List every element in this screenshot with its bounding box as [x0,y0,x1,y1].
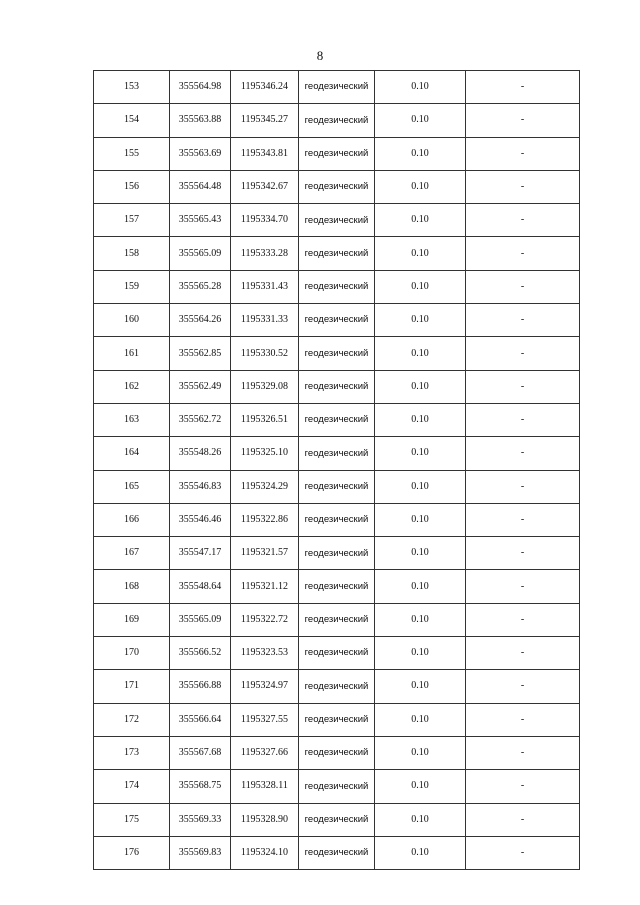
accuracy-cell: 0.10 [375,304,466,337]
y-coordinate-cell: 1195345.27 [231,104,299,137]
accuracy-cell: 0.10 [375,803,466,836]
point-number-cell: 169 [94,603,170,636]
note-cell: - [466,337,580,370]
method-cell: геодезический [299,304,375,337]
note-cell: - [466,770,580,803]
note-cell: - [466,570,580,603]
note-cell: - [466,237,580,270]
point-number-cell: 159 [94,270,170,303]
method-cell: геодезический [299,736,375,769]
point-number-cell: 163 [94,403,170,436]
x-coordinate-cell: 355566.52 [170,637,231,670]
table-row [94,637,580,670]
accuracy-cell: 0.10 [375,71,466,104]
table-row [94,503,580,536]
note-cell: - [466,370,580,403]
coordinates-table-body [94,71,580,870]
y-coordinate-cell: 1195334.70 [231,204,299,237]
method-cell: геодезический [299,370,375,403]
note-cell: - [466,637,580,670]
y-coordinate-cell: 1195327.66 [231,736,299,769]
table-row [94,370,580,403]
method-cell: геодезический [299,703,375,736]
table-row [94,204,580,237]
method-cell: геодезический [299,570,375,603]
x-coordinate-cell: 355548.64 [170,570,231,603]
table-row [94,237,580,270]
table-row [94,304,580,337]
point-number-cell: 164 [94,437,170,470]
table-row [94,570,580,603]
note-cell: - [466,803,580,836]
method-cell: геодезический [299,170,375,203]
x-coordinate-cell: 355569.83 [170,836,231,869]
point-number-cell: 160 [94,304,170,337]
x-coordinate-cell: 355565.43 [170,204,231,237]
method-cell: геодезический [299,603,375,636]
point-number-cell: 156 [94,170,170,203]
point-number-cell: 165 [94,470,170,503]
accuracy-cell: 0.10 [375,637,466,670]
x-coordinate-cell: 355563.88 [170,104,231,137]
point-number-cell: 166 [94,503,170,536]
note-cell: - [466,537,580,570]
note-cell: - [466,670,580,703]
table-row [94,470,580,503]
y-coordinate-cell: 1195323.53 [231,637,299,670]
method-cell: геодезический [299,437,375,470]
x-coordinate-cell: 355567.68 [170,736,231,769]
y-coordinate-cell: 1195331.43 [231,270,299,303]
table-row [94,703,580,736]
table-row [94,71,580,104]
point-number-cell: 171 [94,670,170,703]
method-cell: геодезический [299,537,375,570]
note-cell: - [466,470,580,503]
y-coordinate-cell: 1195324.10 [231,836,299,869]
note-cell: - [466,137,580,170]
y-coordinate-cell: 1195330.52 [231,337,299,370]
table-row [94,403,580,436]
table-row [94,670,580,703]
point-number-cell: 168 [94,570,170,603]
table-row [94,104,580,137]
accuracy-cell: 0.10 [375,403,466,436]
accuracy-cell: 0.10 [375,703,466,736]
x-coordinate-cell: 355547.17 [170,537,231,570]
x-coordinate-cell: 355568.75 [170,770,231,803]
method-cell: геодезический [299,237,375,270]
x-coordinate-cell: 355562.85 [170,337,231,370]
x-coordinate-cell: 355564.48 [170,170,231,203]
note-cell: - [466,270,580,303]
point-number-cell: 170 [94,637,170,670]
accuracy-cell: 0.10 [375,570,466,603]
point-number-cell: 158 [94,237,170,270]
method-cell: геодезический [299,104,375,137]
y-coordinate-cell: 1195322.72 [231,603,299,636]
accuracy-cell: 0.10 [375,470,466,503]
y-coordinate-cell: 1195331.33 [231,304,299,337]
method-cell: геодезический [299,836,375,869]
accuracy-cell: 0.10 [375,670,466,703]
table-row [94,803,580,836]
x-coordinate-cell: 355546.83 [170,470,231,503]
method-cell: геодезический [299,503,375,536]
table-row [94,270,580,303]
y-coordinate-cell: 1195342.67 [231,170,299,203]
method-cell: геодезический [299,803,375,836]
table-row [94,736,580,769]
accuracy-cell: 0.10 [375,270,466,303]
x-coordinate-cell: 355564.26 [170,304,231,337]
note-cell: - [466,204,580,237]
table-row [94,603,580,636]
table-row [94,437,580,470]
coordinates-table [93,70,580,870]
point-number-cell: 172 [94,703,170,736]
y-coordinate-cell: 1195324.29 [231,470,299,503]
y-coordinate-cell: 1195326.51 [231,403,299,436]
x-coordinate-cell: 355548.26 [170,437,231,470]
page-number: 8 [316,48,324,63]
method-cell: геодезический [299,137,375,170]
accuracy-cell: 0.10 [375,237,466,270]
method-cell: геодезический [299,637,375,670]
method-cell: геодезический [299,670,375,703]
table-row [94,137,580,170]
method-cell: геодезический [299,470,375,503]
point-number-cell: 161 [94,337,170,370]
note-cell: - [466,836,580,869]
y-coordinate-cell: 1195321.57 [231,537,299,570]
y-coordinate-cell: 1195325.10 [231,437,299,470]
accuracy-cell: 0.10 [375,770,466,803]
x-coordinate-cell: 355565.09 [170,603,231,636]
table-row [94,836,580,869]
x-coordinate-cell: 355569.33 [170,803,231,836]
y-coordinate-cell: 1195322.86 [231,503,299,536]
note-cell: - [466,304,580,337]
table-row [94,337,580,370]
x-coordinate-cell: 355566.64 [170,703,231,736]
y-coordinate-cell: 1195328.90 [231,803,299,836]
point-number-cell: 176 [94,836,170,869]
point-number-cell: 175 [94,803,170,836]
table-row [94,770,580,803]
accuracy-cell: 0.10 [375,137,466,170]
method-cell: геодезический [299,403,375,436]
accuracy-cell: 0.10 [375,370,466,403]
y-coordinate-cell: 1195328.11 [231,770,299,803]
note-cell: - [466,736,580,769]
accuracy-cell: 0.10 [375,437,466,470]
note-cell: - [466,104,580,137]
method-cell: геодезический [299,71,375,104]
x-coordinate-cell: 355565.09 [170,237,231,270]
accuracy-cell: 0.10 [375,603,466,636]
accuracy-cell: 0.10 [375,537,466,570]
method-cell: геодезический [299,770,375,803]
point-number-cell: 157 [94,204,170,237]
accuracy-cell: 0.10 [375,337,466,370]
note-cell: - [466,603,580,636]
note-cell: - [466,703,580,736]
point-number-cell: 173 [94,736,170,769]
accuracy-cell: 0.10 [375,836,466,869]
y-coordinate-cell: 1195333.28 [231,237,299,270]
x-coordinate-cell: 355564.98 [170,71,231,104]
note-cell: - [466,437,580,470]
x-coordinate-cell: 355565.28 [170,270,231,303]
y-coordinate-cell: 1195346.24 [231,71,299,104]
x-coordinate-cell: 355562.72 [170,403,231,436]
method-cell: геодезический [299,270,375,303]
note-cell: - [466,71,580,104]
accuracy-cell: 0.10 [375,170,466,203]
point-number-cell: 153 [94,71,170,104]
accuracy-cell: 0.10 [375,204,466,237]
point-number-cell: 162 [94,370,170,403]
accuracy-cell: 0.10 [375,104,466,137]
note-cell: - [466,403,580,436]
x-coordinate-cell: 355546.46 [170,503,231,536]
y-coordinate-cell: 1195324.97 [231,670,299,703]
y-coordinate-cell: 1195329.08 [231,370,299,403]
method-cell: геодезический [299,337,375,370]
point-number-cell: 155 [94,137,170,170]
point-number-cell: 167 [94,537,170,570]
x-coordinate-cell: 355562.49 [170,370,231,403]
accuracy-cell: 0.10 [375,503,466,536]
accuracy-cell: 0.10 [375,736,466,769]
y-coordinate-cell: 1195327.55 [231,703,299,736]
x-coordinate-cell: 355563.69 [170,137,231,170]
y-coordinate-cell: 1195321.12 [231,570,299,603]
method-cell: геодезический [299,204,375,237]
table-row [94,170,580,203]
point-number-cell: 154 [94,104,170,137]
note-cell: - [466,503,580,536]
point-number-cell: 174 [94,770,170,803]
y-coordinate-cell: 1195343.81 [231,137,299,170]
note-cell: - [466,170,580,203]
table-row [94,537,580,570]
x-coordinate-cell: 355566.88 [170,670,231,703]
